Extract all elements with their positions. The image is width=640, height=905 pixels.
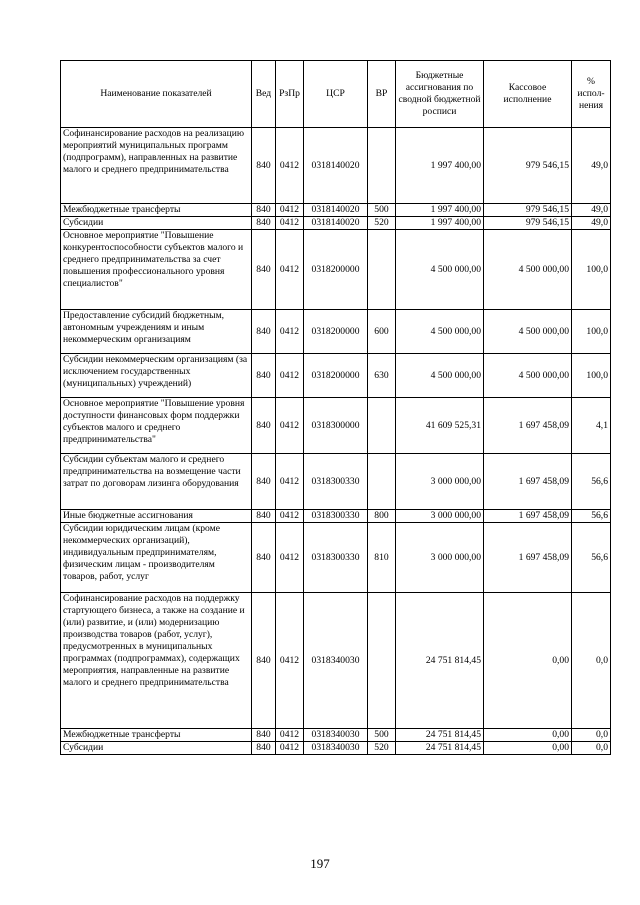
table-row (61, 128, 611, 204)
header-vr: ВР (368, 61, 396, 128)
cell-ved: 840 (252, 230, 276, 310)
table-row (61, 354, 611, 398)
table-row (61, 593, 611, 729)
cell-ved: 840 (252, 742, 276, 755)
table-header (61, 61, 611, 128)
budget-execution-table (60, 60, 611, 755)
header-csr: ЦСР (304, 61, 368, 128)
cell-vr (368, 230, 396, 310)
cell-name: Основное мероприятие "Повышение уровня доступности финансовых форм поддержки субъектов малого и среднего предпринимательства" (61, 398, 252, 454)
header-pct: % испол-нения (572, 61, 611, 128)
table-row (61, 217, 611, 230)
cell-cash: 4 500 000,00 (484, 354, 572, 398)
cell-pct: 4,1 (572, 398, 611, 454)
cell-pct: 100,0 (572, 310, 611, 354)
cell-ved: 840 (252, 128, 276, 204)
cell-ved: 840 (252, 510, 276, 523)
cell-cash: 4 500 000,00 (484, 310, 572, 354)
cell-csr: 0318340030 (304, 729, 368, 742)
cell-pct: 56,6 (572, 523, 611, 593)
header-budget: Бюджетные ассигнования по сводной бюджетной росписи (396, 61, 484, 128)
cell-rzpr: 0412 (276, 454, 304, 510)
cell-budget: 24 751 814,45 (396, 729, 484, 742)
cell-pct: 0,0 (572, 742, 611, 755)
cell-name: Предоставление субсидий бюджетным, автономным учреждениям и иным некоммерческим организациям (61, 310, 252, 354)
cell-vr: 630 (368, 354, 396, 398)
cell-rzpr: 0412 (276, 217, 304, 230)
cell-cash: 979 546,15 (484, 204, 572, 217)
cell-vr (368, 128, 396, 204)
cell-pct: 49,0 (572, 128, 611, 204)
cell-name: Субсидии юридическим лицам (кроме некоммерческих организаций), индивидуальным предпринимателям, физическим лицам - производителям товаров, работ, услуг (61, 523, 252, 593)
cell-budget: 4 500 000,00 (396, 230, 484, 310)
cell-cash: 1 697 458,09 (484, 510, 572, 523)
cell-name: Субсидии субъектам малого и среднего предпринимательства на возмещение части затрат по договорам лизинга оборудования (61, 454, 252, 510)
cell-ved: 840 (252, 523, 276, 593)
table-row (61, 204, 611, 217)
cell-csr: 0318200000 (304, 310, 368, 354)
cell-vr: 810 (368, 523, 396, 593)
table-row (61, 230, 611, 310)
cell-cash: 1 697 458,09 (484, 523, 572, 593)
cell-cash: 979 546,15 (484, 217, 572, 230)
cell-name: Софинансирование расходов на реализацию мероприятий муниципальных программ (подпрограмм), направленных на развитие малого и среднего предпринимательства (61, 128, 252, 204)
cell-name: Субсидии некоммерческим организациям (за исключением государственных (муниципальных) учреждений) (61, 354, 252, 398)
cell-pct: 56,6 (572, 454, 611, 510)
cell-ved: 840 (252, 398, 276, 454)
cell-pct: 56,6 (572, 510, 611, 523)
cell-name: Софинансирование расходов на поддержку стартующего бизнеса, а также на создание и (или) развитие, и (или) модернизацию производства товаров (работ, услуг), предусмотренных в муниципальных программах (подпрограммах), содержащих мероприятия, направленные на развитие малого и среднего предпринимательства (61, 593, 252, 729)
cell-ved: 840 (252, 729, 276, 742)
cell-pct: 100,0 (572, 354, 611, 398)
cell-name: Межбюджетные трансферты (61, 729, 252, 742)
cell-vr: 800 (368, 510, 396, 523)
cell-pct: 0,0 (572, 593, 611, 729)
cell-ved: 840 (252, 354, 276, 398)
cell-vr (368, 454, 396, 510)
cell-vr: 520 (368, 742, 396, 755)
cell-pct: 100,0 (572, 230, 611, 310)
cell-csr: 0318300330 (304, 523, 368, 593)
cell-budget: 3 000 000,00 (396, 510, 484, 523)
cell-cash: 0,00 (484, 593, 572, 729)
cell-rzpr: 0412 (276, 523, 304, 593)
cell-rzpr: 0412 (276, 310, 304, 354)
cell-rzpr: 0412 (276, 742, 304, 755)
cell-name: Иные бюджетные ассигнования (61, 510, 252, 523)
cell-pct: 49,0 (572, 217, 611, 230)
cell-rzpr: 0412 (276, 204, 304, 217)
cell-csr: 0318340030 (304, 593, 368, 729)
cell-csr: 0318200000 (304, 230, 368, 310)
cell-pct: 0,0 (572, 729, 611, 742)
table-row (61, 742, 611, 755)
cell-name: Межбюджетные трансферты (61, 204, 252, 217)
cell-cash: 1 697 458,09 (484, 398, 572, 454)
cell-rzpr: 0412 (276, 510, 304, 523)
table-row (61, 398, 611, 454)
header-rzpr: РзПр (276, 61, 304, 128)
cell-ved: 840 (252, 454, 276, 510)
cell-vr: 520 (368, 217, 396, 230)
cell-cash: 979 546,15 (484, 128, 572, 204)
cell-vr: 600 (368, 310, 396, 354)
table-row (61, 310, 611, 354)
cell-budget: 24 751 814,45 (396, 742, 484, 755)
cell-rzpr: 0412 (276, 729, 304, 742)
cell-budget: 24 751 814,45 (396, 593, 484, 729)
cell-rzpr: 0412 (276, 354, 304, 398)
cell-csr: 0318300000 (304, 398, 368, 454)
cell-vr (368, 593, 396, 729)
header-name: Наименование показателей (61, 61, 252, 128)
cell-rzpr: 0412 (276, 230, 304, 310)
cell-csr: 0318140020 (304, 128, 368, 204)
cell-vr: 500 (368, 204, 396, 217)
cell-rzpr: 0412 (276, 398, 304, 454)
cell-budget: 41 609 525,31 (396, 398, 484, 454)
cell-csr: 0318140020 (304, 204, 368, 217)
cell-name: Субсидии (61, 217, 252, 230)
table-row (61, 523, 611, 593)
cell-ved: 840 (252, 204, 276, 217)
cell-csr: 0318140020 (304, 217, 368, 230)
cell-cash: 4 500 000,00 (484, 230, 572, 310)
cell-ved: 840 (252, 310, 276, 354)
cell-vr: 500 (368, 729, 396, 742)
table-body (61, 128, 611, 755)
cell-rzpr: 0412 (276, 593, 304, 729)
cell-budget: 1 997 400,00 (396, 217, 484, 230)
cell-ved: 840 (252, 593, 276, 729)
cell-rzpr: 0412 (276, 128, 304, 204)
cell-budget: 3 000 000,00 (396, 523, 484, 593)
cell-cash: 0,00 (484, 729, 572, 742)
table-row (61, 454, 611, 510)
header-cash: Кассовое исполнение (484, 61, 572, 128)
page-number: 197 (310, 856, 330, 871)
table-row (61, 510, 611, 523)
cell-csr: 0318200000 (304, 354, 368, 398)
cell-csr: 0318300330 (304, 510, 368, 523)
cell-budget: 3 000 000,00 (396, 454, 484, 510)
cell-name: Субсидии (61, 742, 252, 755)
cell-csr: 0318300330 (304, 454, 368, 510)
cell-cash: 1 697 458,09 (484, 454, 572, 510)
cell-budget: 4 500 000,00 (396, 354, 484, 398)
cell-csr: 0318340030 (304, 742, 368, 755)
cell-name: Основное мероприятие "Повышение конкурентоспособности субъектов малого и среднего предпринимательства за счет повышения профессионального уровня специалистов" (61, 230, 252, 310)
table-row (61, 729, 611, 742)
cell-cash: 0,00 (484, 742, 572, 755)
cell-ved: 840 (252, 217, 276, 230)
cell-budget: 1 997 400,00 (396, 204, 484, 217)
cell-budget: 1 997 400,00 (396, 128, 484, 204)
header-ved: Вед (252, 61, 276, 128)
header-row (61, 61, 611, 128)
cell-budget: 4 500 000,00 (396, 310, 484, 354)
cell-vr (368, 398, 396, 454)
cell-pct: 49,0 (572, 204, 611, 217)
